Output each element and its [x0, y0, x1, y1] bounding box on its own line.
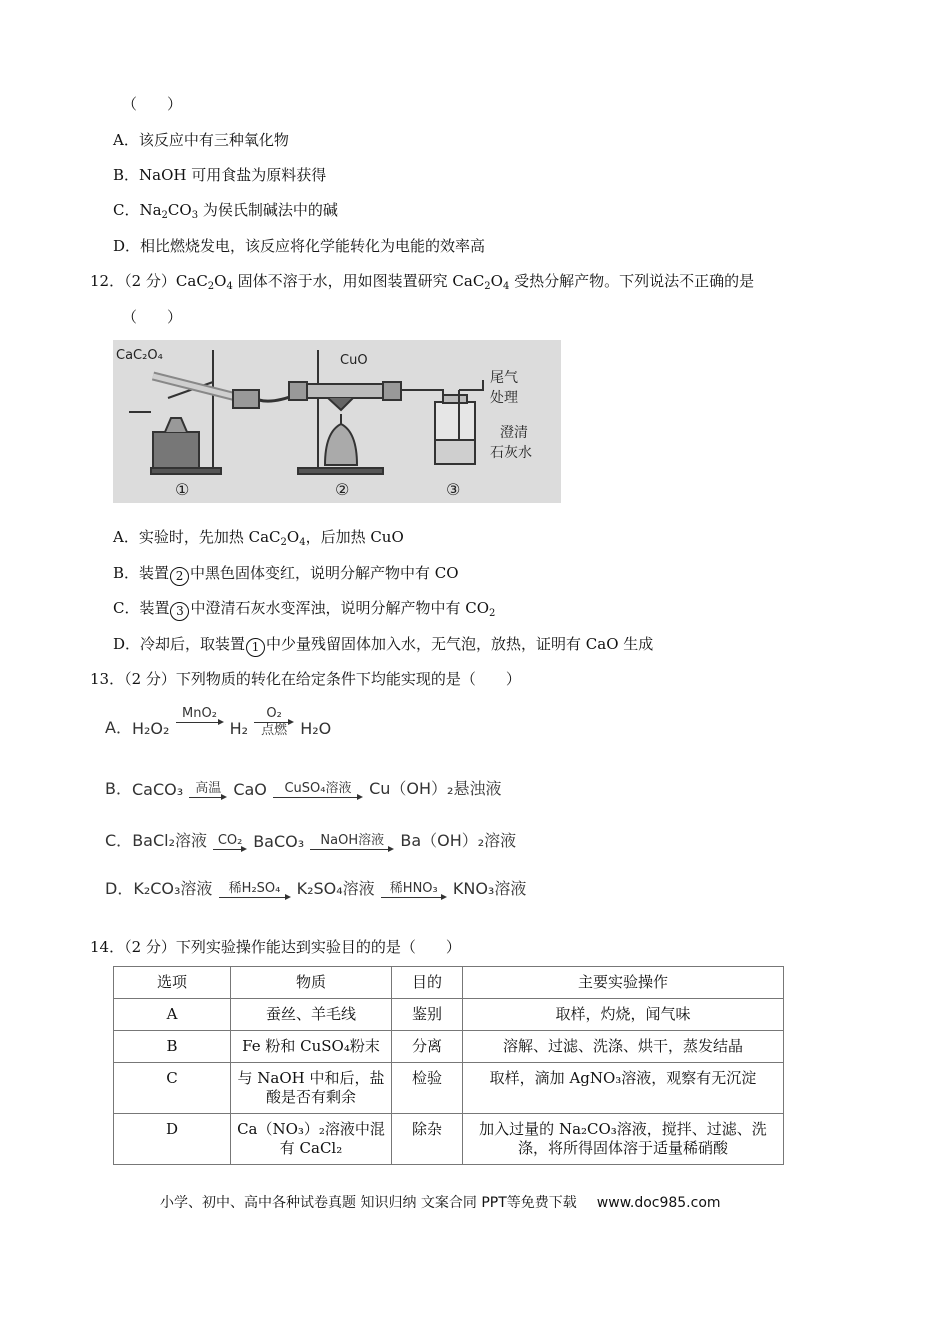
- table-header-row: [114, 967, 784, 999]
- q12-stem: 12．（2 分）$CaC_2O_4$ 固体不溶于水，用如图装置研究 $CaC_2O_4$ 受热分解产物。下列说法不正确的是: [90, 272, 755, 292]
- q12-option-d: D．冷却后，取装置 1 中少量残留固体加入水，无气泡，放热，证明有 CaO 生成: [113, 634, 653, 657]
- row-purpose: 检验: [392, 1063, 463, 1114]
- q13-option-b: B．CaCO₃ 高温 CaO CuSO₄溶液 Cu（OH）₂悬浊液: [105, 779, 502, 799]
- row-option: C: [114, 1063, 231, 1114]
- row-operation: 取样，滴加 AgNO₃溶液，观察有无沉淀: [463, 1063, 784, 1114]
- footer-text: 小学、初中、高中各种试卷真题 知识归纳 文案合同 PPT等免费下载: [160, 1195, 577, 1211]
- row-substance: 蚕丝、羊毛线: [231, 999, 392, 1031]
- row-substance: 与 NaOH 中和后，盐酸是否有剩余: [231, 1063, 392, 1114]
- footer-url[interactable]: www.doc985.com: [596, 1195, 721, 1211]
- label-device-3: ③: [446, 480, 461, 499]
- q13-stem: 13．（2 分）下列物质的转化在给定条件下均能实现的是（ ）: [90, 670, 521, 688]
- q12-option-a: A．实验时，先加热 $CaC_2O_4$，后加热 CuO: [113, 528, 404, 548]
- q13-option-d: D．K₂CO₃溶液 稀H₂SO₄ K₂SO₄溶液 稀HNO₃ KNO₃溶液: [105, 879, 527, 898]
- header-substance: 物质: [231, 967, 392, 999]
- label-limewater-2: 石灰水: [490, 445, 532, 461]
- row-option: A: [114, 999, 231, 1031]
- table-row: [114, 1063, 784, 1114]
- table-row: [114, 1031, 784, 1063]
- label-device-1: ①: [175, 480, 190, 499]
- label-tail-gas-1: 尾气: [490, 370, 518, 386]
- row-operation: 溶解、过滤、洗涤、烘干，蒸发结晶: [463, 1031, 784, 1063]
- q11-option-c: C．$Na_2CO_3$ 为侯氏制碱法中的碱: [113, 201, 338, 221]
- table-row: [114, 1114, 784, 1165]
- label-cuo: CuO: [340, 353, 368, 368]
- header-operation: 主要实验操作: [463, 967, 784, 999]
- table-row: [114, 999, 784, 1031]
- label-limewater-1: 澄清: [500, 425, 528, 441]
- row-substance: Fe 粉和 CuSO₄粉末: [231, 1031, 392, 1063]
- label-cac2o4: CaC₂O₄: [116, 348, 163, 363]
- q11-answer-bracket: （ ）: [122, 95, 183, 113]
- q14-table: [113, 966, 784, 1165]
- row-substance: Ca（NO₃）₂溶液中混有 CaCl₂: [231, 1114, 392, 1165]
- row-purpose: 鉴别: [392, 999, 463, 1031]
- header-option: 选项: [114, 967, 231, 999]
- q12-option-c: C．装置 3 中澄清石灰水变浑浊，说明分解产物中有 $CO_2$: [113, 599, 496, 619]
- row-purpose: 分离: [392, 1031, 463, 1063]
- apparatus-figure: [113, 340, 561, 503]
- apparatus-diagram: [113, 340, 561, 503]
- row-purpose: 除杂: [392, 1114, 463, 1165]
- q11-option-b: B．NaOH 可用食盐为原料获得: [113, 166, 327, 184]
- header-purpose: 目的: [392, 967, 463, 999]
- label-tail-gas-2: 处理: [490, 390, 518, 406]
- q12-option-b: B．装置 2 中黑色固体变红，说明分解产物中有 CO: [113, 563, 459, 586]
- row-option: D: [114, 1114, 231, 1165]
- row-option: B: [114, 1031, 231, 1063]
- q11-option-d: D．相比燃烧发电，该反应将化学能转化为电能的效率高: [113, 237, 486, 255]
- row-operation: 加入过量的 Na₂CO₃溶液，搅拌、过滤、洗涤，将所得固体溶于适量稀硝酸: [463, 1114, 784, 1165]
- row-operation: 取样，灼烧，闻气味: [463, 999, 784, 1031]
- q13-option-a: A．H₂O₂ MnO₂ H₂ O₂ 点燃 H₂O: [105, 706, 332, 738]
- q13-option-c: C．BaCl₂溶液 CO₂ BaCO₃ NaOH溶液 Ba（OH）₂溶液: [105, 831, 517, 851]
- q12-answer-bracket: （ ）: [122, 308, 183, 326]
- page-footer: [160, 1192, 721, 1212]
- label-device-2: ②: [335, 480, 350, 499]
- q14-stem: 14．（2 分）下列实验操作能达到实验目的的是（ ）: [90, 938, 461, 956]
- q11-option-a: A．该反应中有三种氧化物: [113, 131, 289, 149]
